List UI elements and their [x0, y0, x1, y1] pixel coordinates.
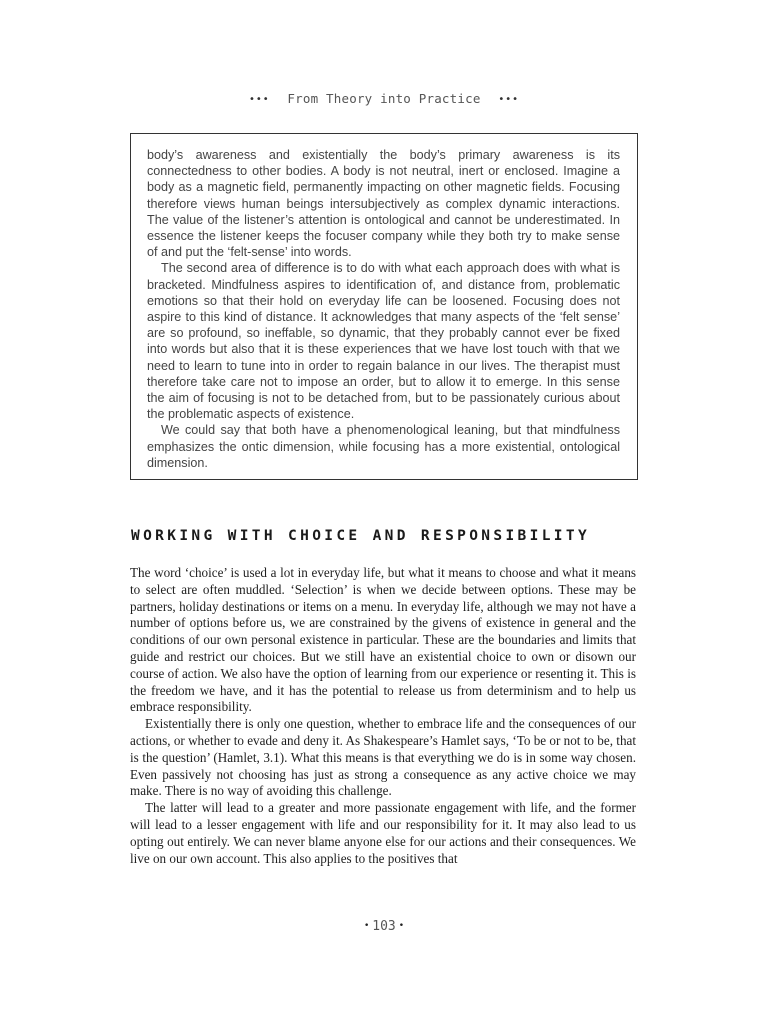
page-number: 103: [372, 919, 396, 934]
boxed-text-panel: [130, 133, 638, 480]
running-head-title: From Theory into Practice: [287, 91, 481, 106]
running-head: [0, 91, 768, 106]
section-heading: WORKING WITH CHOICE AND RESPONSIBILITY: [131, 528, 591, 544]
body-paragraph-1: The word ‘choice’ is used a lot in everyday life, but what it means to choose and what it means to select are often muddled. ‘Selection’ is when we decide between options. These may be partners, holiday destinations or items on a menu. In everyday life, although we may not have a number of options before us, we are constrained by the givens of existence in general and the conditions of our own personal existence in particular. These are the boundaries and limits that guide and restrict our choices. But we still have an existential choice to own or disown our course of action. We also have the option of learning from our experience or resenting it. This is the freedom we have, and it has the potential to release us from determinism and to help us embrace responsibility.: [130, 565, 636, 715]
body-text: [130, 565, 636, 867]
boxed-paragraph-3: We could say that both have a phenomenological leaning, but that mindfulness emphasizes the ontic dimension, while focusing has a more existential, ontological dimension.: [147, 423, 620, 470]
ornament-dots-left: •••: [248, 94, 270, 105]
ornament-dots-right: •••: [498, 94, 520, 105]
body-paragraph-2: Existentially there is only one question, whether to embrace life and the consequences of our actions, or whether to evade and deny it. As Shakespeare’s Hamlet says, ‘To be or not to be, that is the question’ (Hamlet, 3.1). What this means is that everything we do is in some way chosen. Even passively not choosing has just as strong a consequence as any active choice we may make. There is no way of avoiding this challenge.: [130, 716, 636, 799]
folio-ornament-left: •: [363, 921, 370, 931]
boxed-paragraph-1: body’s awareness and existentially the body’s primary awareness is its connectedness to other bodies. A body is not neutral, inert or enclosed. Imagine a body as a magnetic field, permanently impacting on other magnetic fields. Focusing therefore views human beings intersubjectively as complex dynamic interactions. The value of the listener’s attention is ontological and cannot be underestimated. In essence the listener keeps the focuser company while they both try to make sense of and put the ‘felt-sense’ into words.: [147, 148, 620, 260]
boxed-paragraph-2: The second area of difference is to do with what each approach does with what is bracketed. Mindfulness aspires to identification of, and distance from, problematic emotions so that their hold on everyday life can be loosened. Focusing does not aspire to this kind of distance. It acknowledges that many aspects of the ‘felt sense’ are so profound, so ineffable, so dynamic, that they probably cannot ever be fixed into words but also that it is these experiences that we have lost touch with that we need to learn to tune into in order to regain balance in our lives. The therapist must therefore take care not to impose an order, but to allow it to emerge. In this sense the aim of focusing is not to be detached from, but to be passionately curious about the problematic aspects of existence.: [147, 261, 620, 422]
page-footer: [0, 919, 768, 934]
folio-ornament-right: •: [398, 921, 405, 931]
body-paragraph-3: The latter will lead to a greater and more passionate engagement with life, and the former will lead to a lesser engagement with life and our responsibility for it. It may also lead to us opting out entirely. We can never blame anyone else for our actions and their consequences. We live on our own account. This also applies to the positives that: [130, 800, 636, 866]
